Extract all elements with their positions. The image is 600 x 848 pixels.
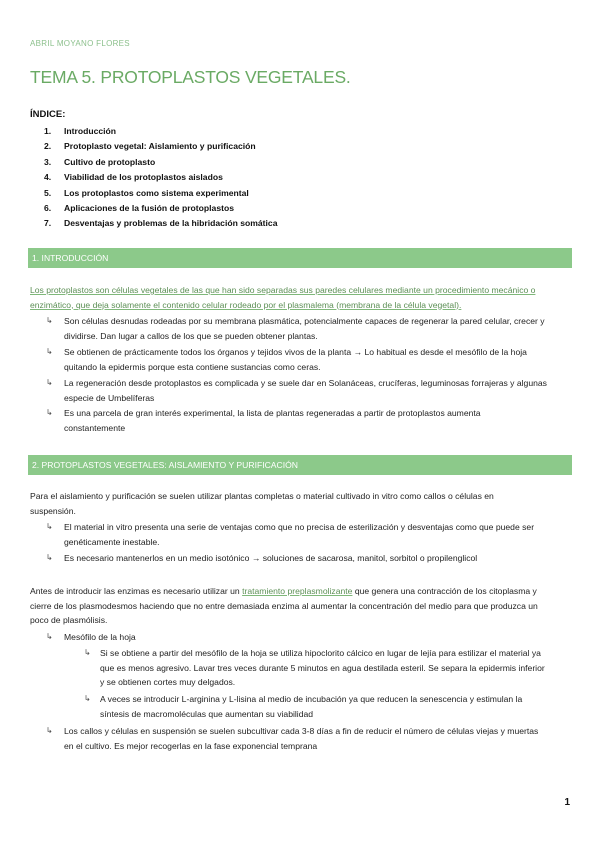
intro-line: Los protoplastos son células vegetales de las que han sido separadas sus paredes celulares mediante un procedimiento mecánico o (30, 285, 536, 295)
bullet-line: constantemente (64, 422, 126, 433)
bullet-arrow-icon: ↳ (46, 347, 53, 356)
toc-label: Desventajas y problemas de la hibridación somática (64, 218, 278, 229)
toc-label: Aplicaciones de la fusión de protoplastos (64, 202, 234, 213)
section-heading-aislamiento: 2. PROTOPLASTOS VEGETALES: AISLAMIENTO Y PURIFICACIÓN (28, 455, 572, 475)
section2-intro-line: Para el aislamiento y purificación se suelen utilizar plantas completas o material cultivado in vitro como callos o células en (30, 491, 494, 501)
bullet-line: A veces se introducir L-arginina y L-lisina al medio de incubación ya que reducen la senescencia y estimulan la (100, 694, 523, 704)
bullet-item (46, 406, 576, 436)
toc-item[interactable] (44, 170, 278, 185)
bullet-line: especie de Umbelíferas (64, 392, 155, 403)
bullet-line: que es menos agresivo. Lavar tres veces durante 5 minutos en agua destilada esteril. Se separa la epidermis inferior (100, 662, 545, 673)
bullet-line: en el cultivo. Es mejor recogerlas en la fase exponencial temprana (64, 740, 318, 751)
toc-number: 2. (44, 141, 52, 152)
table-of-contents (44, 124, 278, 232)
page-number: 1 (564, 797, 570, 808)
bullet-line: Es una parcela de gran interés experimental, la lista de plantas regeneradas a partir de protoplastos aumenta (64, 408, 481, 418)
bullet-item (46, 551, 576, 567)
bullet-line: El material in vitro presenta una serie de ventajas como que no precisa de esterilización y desventajas como que puede ser (64, 522, 535, 532)
section2-intro-line: suspensión. (30, 505, 76, 516)
enzymes-line: cierre de los plasmodesmos haciendo que no entre demasiada enzima al aumentar la concentración del medio para que produzca un (30, 600, 538, 611)
bullet-item (46, 376, 576, 406)
toc-number: 1. (44, 126, 52, 136)
toc-number: 5. (44, 187, 52, 198)
bullet-arrow-icon: ↳ (46, 553, 53, 562)
toc-number: 4. (44, 172, 52, 183)
enzymes-text: Antes de introducir las enzimas es necesario utilizar un (30, 586, 243, 596)
index-heading: ÍNDICE: (30, 109, 66, 120)
toc-number: 7. (44, 218, 52, 229)
sub-bullet-item (84, 646, 584, 692)
bullet-line: síntesis de macromoléculas que aumentan su viabilidad (100, 708, 314, 719)
toc-label: Introducción (64, 126, 117, 136)
bullet-line: Si se obtiene a partir del mesófilo de la hoja se utiliza hipoclorito cálcico en lugar de lejía para estilizar el material ya (100, 648, 541, 658)
bullet-line: Se obtienen de prácticamente todos los órganos y tejidos vivos de la planta → Lo habitual es desde el mesófilo de la hoja (64, 347, 527, 357)
toc-number: 6. (44, 202, 52, 213)
bullet-item (46, 630, 576, 646)
bullet-line: quitando la epidermis porque esta contiene sustancias como ceras. (64, 361, 321, 372)
bullet-line: Mesófilo de la hoja (64, 632, 136, 642)
toc-item[interactable] (44, 216, 278, 231)
bullet-arrow-icon: ↳ (84, 694, 91, 703)
bullet-item (46, 520, 576, 550)
bullet-line: dividirse. Dan lugar a callos de los que se pueden obtener plantas. (64, 330, 318, 341)
bullet-arrow-icon: ↳ (46, 632, 53, 641)
sub-bullet-item (84, 692, 584, 722)
bullet-line: y se obtienen cortes muy delgados. (100, 677, 236, 688)
bullet-item (46, 724, 576, 754)
toc-number: 3. (44, 156, 52, 167)
toc-item[interactable] (44, 186, 278, 201)
bullet-line: Son células desnudas rodeadas por su membrana plasmática, potencialmente capaces de regenerar la pared celular, crecer y (64, 316, 545, 326)
toc-label: Cultivo de protoplasto (64, 156, 156, 167)
toc-item[interactable] (44, 139, 278, 154)
bullet-item (46, 314, 576, 344)
toc-item[interactable] (44, 201, 278, 216)
toc-label: Protoplasto vegetal: Aislamiento y purificación (64, 141, 256, 152)
bullet-arrow-icon: ↳ (84, 648, 91, 657)
bullet-item (46, 345, 576, 375)
intro-line: enzimático, que deja solamente el contenido celular rodeado por el plasmalema (membrana de la célula vegetal). (30, 299, 462, 310)
bullet-arrow-icon: ↳ (46, 378, 53, 387)
bullet-arrow-icon: ↳ (46, 522, 53, 531)
bullet-line: Los callos y células en suspensión se suelen subcultivar cada 3-8 días a fin de reducir el número de células viejas y muertas (64, 726, 539, 736)
bullet-arrow-icon: ↳ (46, 726, 53, 735)
page-title: TEMA 5. PROTOPLASTOS VEGETALES. (30, 67, 351, 87)
enzymes-line: poco de plasmólisis. (30, 615, 108, 626)
enzymes-text: que genera una contracción de los citoplasma y (352, 586, 537, 596)
bullet-arrow-icon: ↳ (46, 316, 53, 325)
toc-label: Los protoplastos como sistema experimental (64, 187, 249, 198)
toc-label: Viabilidad de los protoplastos aislados (64, 172, 223, 183)
bullet-line: Es necesario mantenerlos en un medio isotónico → soluciones de sacarosa, manitol, sorbitol o propilenglicol (64, 553, 478, 563)
bullet-arrow-icon: ↳ (46, 408, 53, 417)
section-heading-introduccion: 1. INTRODUCCIÓN (28, 248, 572, 268)
preplasmolizante-link[interactable]: tratamiento preplasmolizante (242, 586, 353, 596)
enzymes-line (30, 584, 570, 599)
toc-item[interactable] (44, 124, 278, 139)
bullet-line: La regeneración desde protoplastos es complicada y se suele dar en Solanáceas, crucíferas, leguminosas forrajeras y algunas (64, 378, 547, 388)
toc-item[interactable] (44, 155, 278, 170)
bullet-line: genéticamente inestable. (64, 536, 160, 547)
author-name: ABRIL MOYANO FLORES (30, 39, 130, 48)
